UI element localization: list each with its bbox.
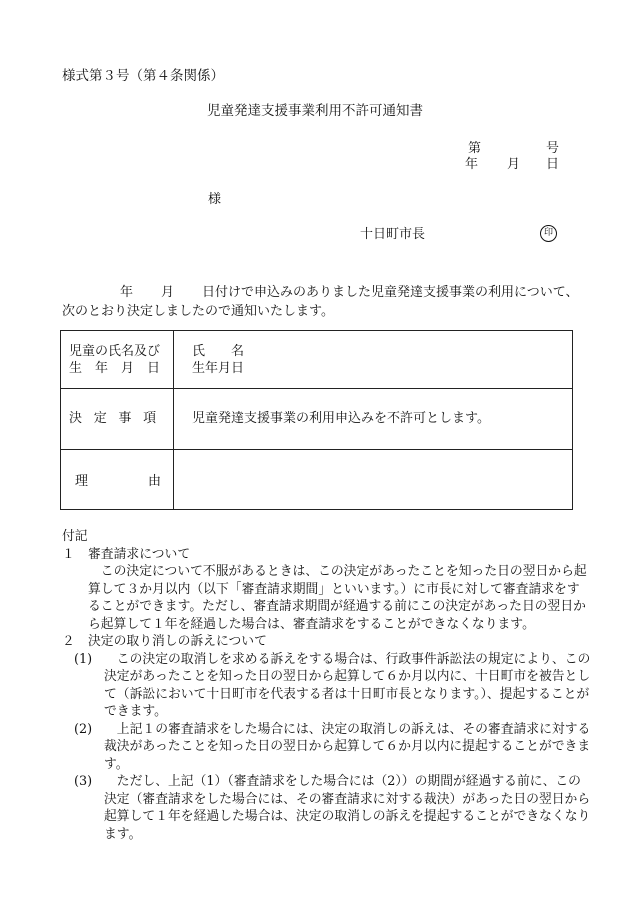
list-item <box>62 651 592 721</box>
recipient-suffix: 様 <box>208 192 222 207</box>
intro-year: 年 <box>120 285 134 300</box>
note-item-2-number: (2) <box>74 721 93 737</box>
decision-table <box>60 330 573 510</box>
decision-label: 決定事項 <box>69 411 168 427</box>
intro-paragraph <box>62 283 582 321</box>
note-section-1-number: １ <box>62 546 75 562</box>
reason-value-cell <box>174 449 573 509</box>
doc-number-suffix: 号 <box>546 141 560 156</box>
date-month: 月 <box>507 157 521 172</box>
table-row <box>61 389 573 449</box>
note-section-2-number: ２ <box>62 634 75 649</box>
decision-value: 児童発達支援事業の利用申込みを不許可とします。 <box>192 411 490 427</box>
note-section-1-title: 審査請求について <box>88 546 191 562</box>
child-label-cell <box>61 331 174 389</box>
child-birthdate-label: 生年月日 <box>192 360 245 376</box>
date-year: 年 <box>465 157 479 172</box>
child-value-cell <box>174 331 573 389</box>
note-section-2-title: 決定の取り消しの訴えについて <box>88 634 267 649</box>
note-item-1-number: (1) <box>74 651 93 667</box>
document-title: 児童発達支援事業利用不許可通知書 <box>207 103 423 119</box>
intro-text: 日付けで申込みのありました児童発達支援事業の利用について、次のとおり決定しましたので通知いたします。 <box>62 285 579 319</box>
note-item-3-text: ただし、上記（1）（審査請求をした場合には（2））の期間が経過する前に、この決定（審査請求をした場合には、その審査請求に対する裁決）があった日の翌日から起算して１年を経過した場合は、決定の取消しの訴えを提起することができなくなります。 <box>104 774 591 842</box>
table-row <box>61 449 573 509</box>
child-label-line1: 児童の氏名及び <box>69 343 161 359</box>
issuer-name: 十日町市長 <box>360 227 426 242</box>
child-name-label: 氏 名 <box>192 343 245 359</box>
date-day: 日 <box>546 157 560 172</box>
notes-section <box>62 528 592 843</box>
reason-label-a: 理 <box>75 473 89 489</box>
child-label-line2: 生 年 月 日 <box>69 360 161 376</box>
table-row <box>61 331 573 389</box>
note-section-1-heading <box>62 546 592 564</box>
reason-label-b: 由 <box>147 473 161 489</box>
note-section-2-heading <box>62 633 592 651</box>
note-item-1-text: この決定の取消しを求める訴えをする場合は、行政事件訴訟法の規定により、この決定があったことを知った日の翌日から起算して６か月以内に、十日町市を被告として（訴訟において十日町市を代表する者は十日町市長となります。）、提起することができます。 <box>104 651 591 719</box>
notes-heading: 付記 <box>62 529 88 544</box>
list-item <box>62 721 592 774</box>
doc-number-prefix: 第 <box>468 141 482 156</box>
seal-icon: 印 <box>540 225 557 242</box>
reason-label-cell <box>61 449 174 509</box>
decision-value-cell <box>174 389 573 449</box>
decision-label-cell <box>61 389 174 449</box>
intro-month: 月 <box>161 285 175 300</box>
note-item-2-text: 上記１の審査請求をした場合には、決定の取消しの訴えは、その審査請求に対する裁決があったことを知った日の翌日から起算して６か月以内に提起することができます。 <box>104 721 591 772</box>
note-item-3-number: (3) <box>74 774 93 789</box>
list-item <box>62 773 592 843</box>
note-section-1-body: この決定について不服があるときは、この決定があったことを知った日の翌日から起算して３か月以内（以下「審査請求期間」といいます。）に市長に対して審査請求をすることができます。ただし、審査請求期間が経過する前にこの決定があった日の翌日から起算して１年を経過した場合は、審査請求をすることができなくなります。 <box>88 564 587 632</box>
form-number: 様式第３号（第４条関係） <box>62 68 224 84</box>
